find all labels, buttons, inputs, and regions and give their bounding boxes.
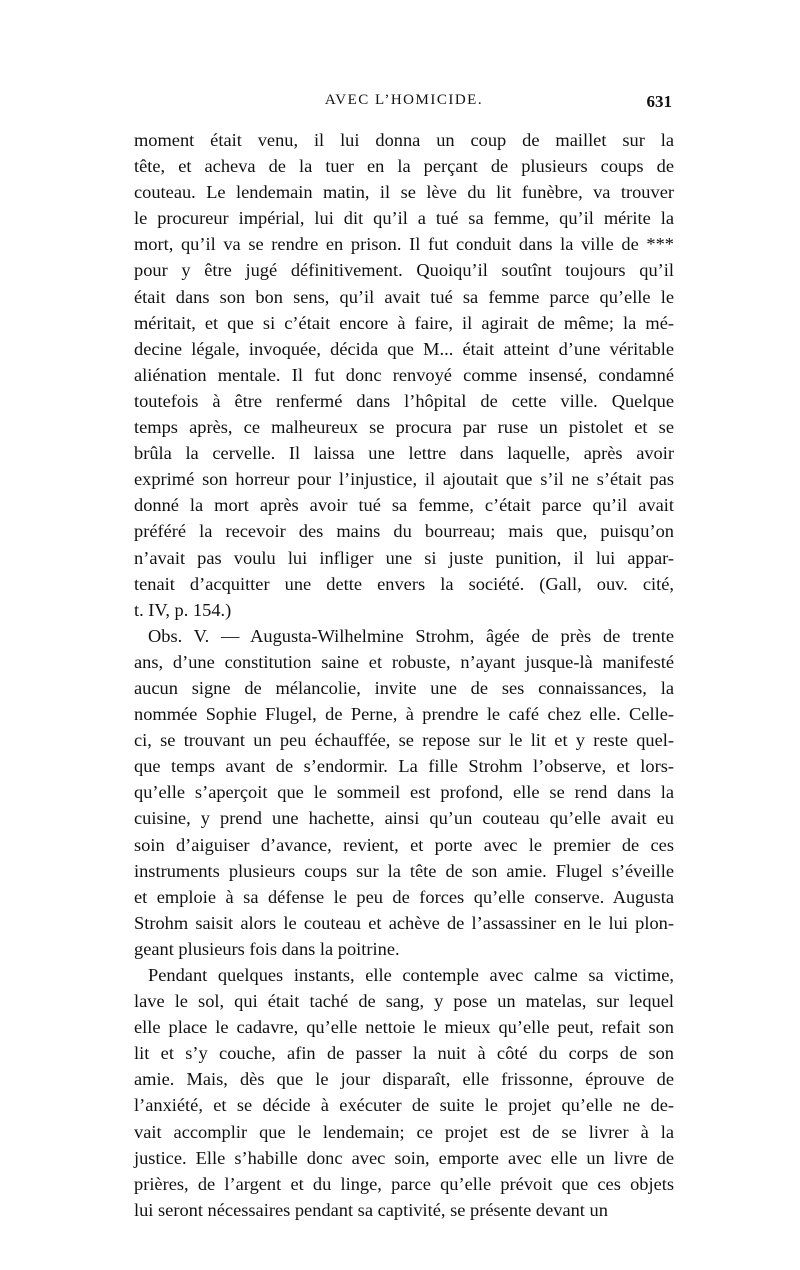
text-line: mort, qu’il va se rendre en prison. Il fut conduit dans la ville de ***: [134, 234, 674, 255]
text-line: préféré la recevoir des mains du bourreau; mais que, puisqu’on: [134, 521, 674, 542]
text-line: donné la mort après avoir tué sa femme, c’était parce qu’il avait: [134, 495, 674, 516]
body-text: [134, 127, 674, 1223]
text-line: méritait, et que si c’était encore à faire, il agirait de même; la mé-: [134, 312, 674, 333]
text-line: Pendant quelques instants, elle contemple avec calme sa victime,: [148, 965, 674, 985]
text-line: t. IV, p. 154.): [134, 599, 232, 620]
text-line: n’avait pas voulu lui infliger une si juste punition, il lui appar-: [134, 547, 674, 568]
text-line: toutefois à être renfermé dans l’hôpital de cette ville. Quelque: [134, 390, 674, 411]
text-line: lui seront nécessaires pendant sa captivité, se présente devant un: [134, 1199, 608, 1220]
text-line: aliénation mentale. Il fut donc renvoyé comme insensé, condamné: [134, 364, 674, 385]
text-line: aucun signe de mélancolie, invite une de ses connaissances, la: [134, 677, 674, 698]
paragraph: [134, 962, 674, 1223]
text-line: qu’elle s’aperçoit que le sommeil est profond, elle se rend dans la: [134, 782, 674, 803]
text-line: soin d’aiguiser d’avance, revient, et porte avec le premier de ces: [134, 834, 674, 855]
text-line: vait accomplir que le lendemain; ce projet est de se livrer à la: [134, 1121, 674, 1142]
paragraph: [134, 623, 674, 962]
text-line: que temps avant de s’endormir. La fille Strohm l’observe, et lors-: [134, 756, 674, 777]
running-head: [136, 92, 672, 116]
text-line: prières, de l’argent et du linge, parce qu’elle prévoit que ces objets: [134, 1173, 674, 1194]
paragraph: [134, 127, 674, 623]
text-line: Strohm saisit alors le couteau et achève de l’assassiner en le lui plon-: [134, 912, 674, 933]
text-line: ans, d’une constitution saine et robuste, n’ayant jusque-là manifesté: [134, 651, 674, 672]
text-line: couteau. Le lendemain matin, il se lève du lit funèbre, va trouver: [134, 182, 674, 203]
text-line: brûla la cervelle. Il laissa une lettre dans laquelle, après avoir: [134, 443, 674, 464]
text-line: ci, se trouvant un peu échauffée, se repose sur le lit et y reste quel-: [134, 730, 674, 751]
text-line: et emploie à sa défense le peu de forces qu’elle conserve. Augusta: [134, 886, 674, 907]
text-line: temps après, ce malheureux se procura par ruse un pistolet et se: [134, 417, 674, 438]
text-line: pour y être jugé définitivement. Quoiqu’il soutînt toujours qu’il: [134, 260, 674, 281]
text-line: tête, et acheva de la tuer en la perçant de plusieurs coups de: [134, 156, 674, 177]
text-line: instruments plusieurs coups sur la tête de son amie. Flugel s’éveille: [134, 860, 674, 881]
page-number: 631: [646, 92, 672, 111]
text-line: lave le sol, qui était taché de sang, y pose un matelas, sur lequel: [134, 991, 674, 1012]
text-line: elle place le cadavre, qu’elle nettoie le mieux qu’elle peut, refait son: [134, 1017, 674, 1038]
text-line: lit et s’y couche, afin de passer la nuit à côté du corps de son: [134, 1043, 674, 1064]
text-line: l’anxiété, et se décide à exécuter de suite le projet qu’elle ne de-: [134, 1095, 674, 1116]
text-line: nommée Sophie Flugel, de Perne, à prendre le café chez elle. Celle-: [134, 704, 674, 725]
text-line: justice. Elle s’habille donc avec soin, emporte avec elle un livre de: [134, 1147, 674, 1168]
text-line: tenait d’acquitter une dette envers la société. (Gall, ouv. cité,: [134, 573, 674, 594]
text-line: decine légale, invoquée, décida que M... était atteint d’une véritable: [134, 338, 674, 359]
running-title: AVEC L’HOMICIDE.: [324, 92, 484, 108]
text-line: était dans son bon sens, qu’il avait tué sa femme parce qu’elle le: [134, 286, 674, 307]
text-line: amie. Mais, dès que le jour disparaît, elle frissonne, éprouve de: [134, 1069, 674, 1090]
text-line: cuisine, y prend une hachette, ainsi qu’un couteau qu’elle avait eu: [134, 808, 674, 829]
text-line: le procureur impérial, lui dit qu’il a tué sa femme, qu’il mérite la: [134, 208, 674, 229]
text-line: Obs. V. — Augusta-Wilhelmine Strohm, âgée de près de trente: [148, 625, 674, 646]
text-line: moment était venu, il lui donna un coup de maillet sur la: [134, 130, 674, 150]
text-line: geant plusieurs fois dans la poitrine.: [134, 938, 400, 959]
text-line: exprimé son horreur pour l’injustice, il ajoutait que s’il ne s’était pas: [134, 469, 674, 490]
